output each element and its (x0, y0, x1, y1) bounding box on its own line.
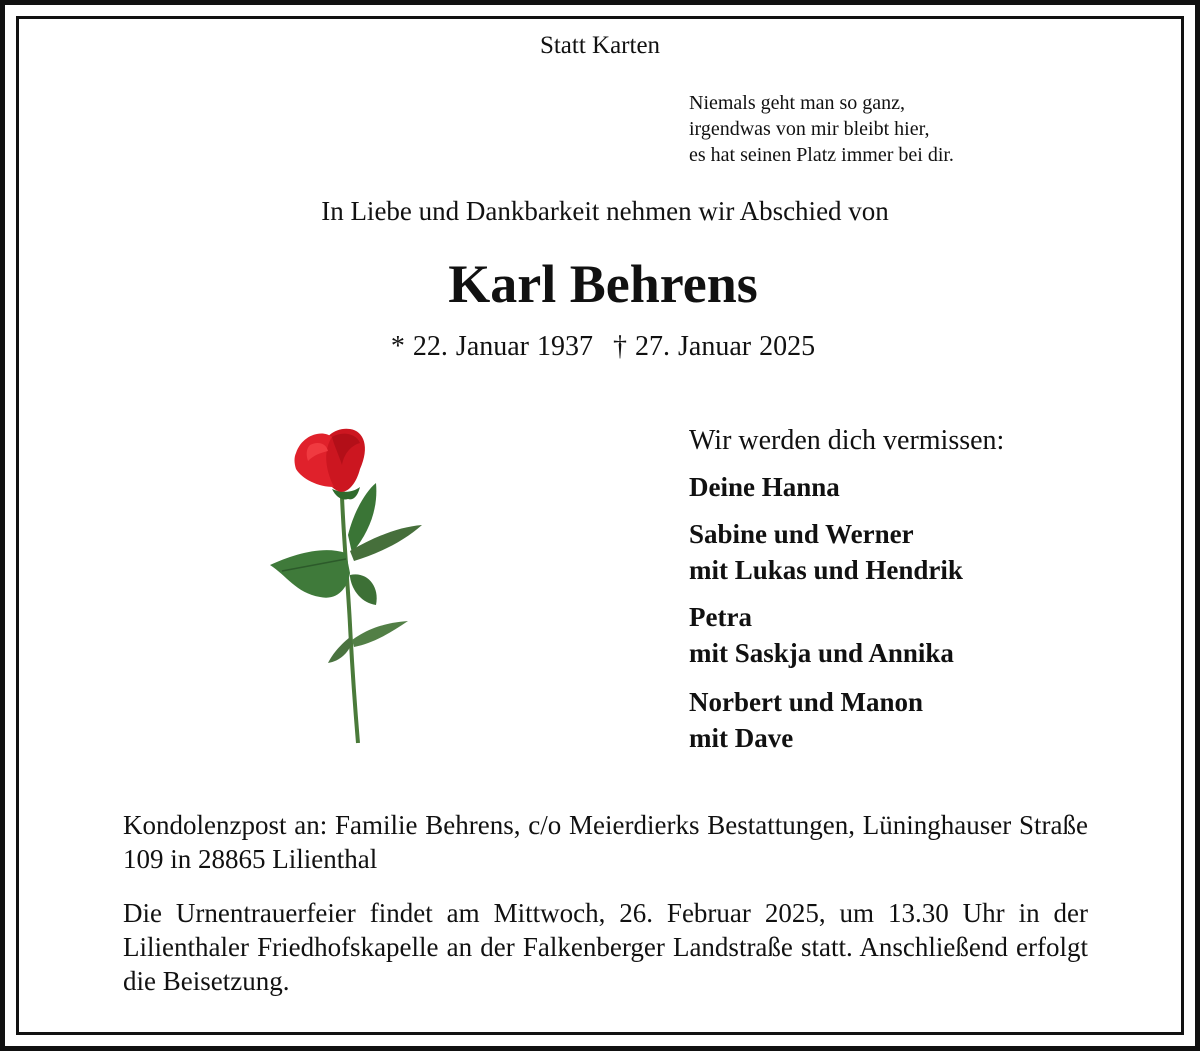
mourner-line: mit Lukas und Hendrik (689, 555, 963, 585)
mourner-line: Petra (689, 602, 752, 632)
mourner-line: Deine Hanna (689, 472, 840, 502)
birth-date: * 22. Januar 1937 (390, 331, 593, 362)
poem-line: es hat seinen Platz immer bei dir. (689, 144, 954, 166)
mourner-line: mit Saskja und Annika (689, 638, 954, 668)
condolence-address: Kondolenzpost an: Familie Behrens, c/o Meierdierks Bestattungen, Lüninghauser Straße 109 in 28865 Lilienthal (123, 810, 1088, 874)
farewell-intro: In Liebe und Dankbarkeit nehmen wir Abschied von (321, 196, 889, 226)
mourner-line: Norbert und Manon (689, 687, 924, 717)
mourners-heading: Wir werden dich vermissen: (689, 425, 1005, 456)
ceremony-details: Die Urnentrauerfeier findet am Mittwoch, 26. Februar 2025, um 13.30 Uhr in der Lilienthaler Friedhofskapelle an der Falkenberger Landstraße statt. Anschließend erfolgt die Beisetzung. (123, 898, 1088, 996)
death-date: † 27. Januar 2025 (613, 331, 816, 362)
mourner-group (689, 516, 963, 588)
mourner-line: mit Dave (689, 723, 794, 753)
life-dates (0, 333, 1200, 361)
statt-karten-note: Statt Karten (539, 32, 661, 59)
mourner-group (689, 599, 954, 671)
deceased-name: Karl Behrens (448, 254, 758, 314)
poem-line: irgendwas von mir bleibt hier, (689, 118, 930, 140)
mourner-line: Sabine und Werner (689, 519, 914, 549)
inner-border (16, 16, 1184, 1035)
mourner-group (689, 684, 923, 756)
mourner-group (689, 469, 840, 505)
rose-icon (262, 425, 432, 747)
poem (689, 90, 954, 168)
poem-line: Niemals geht man so ganz, (689, 92, 906, 114)
